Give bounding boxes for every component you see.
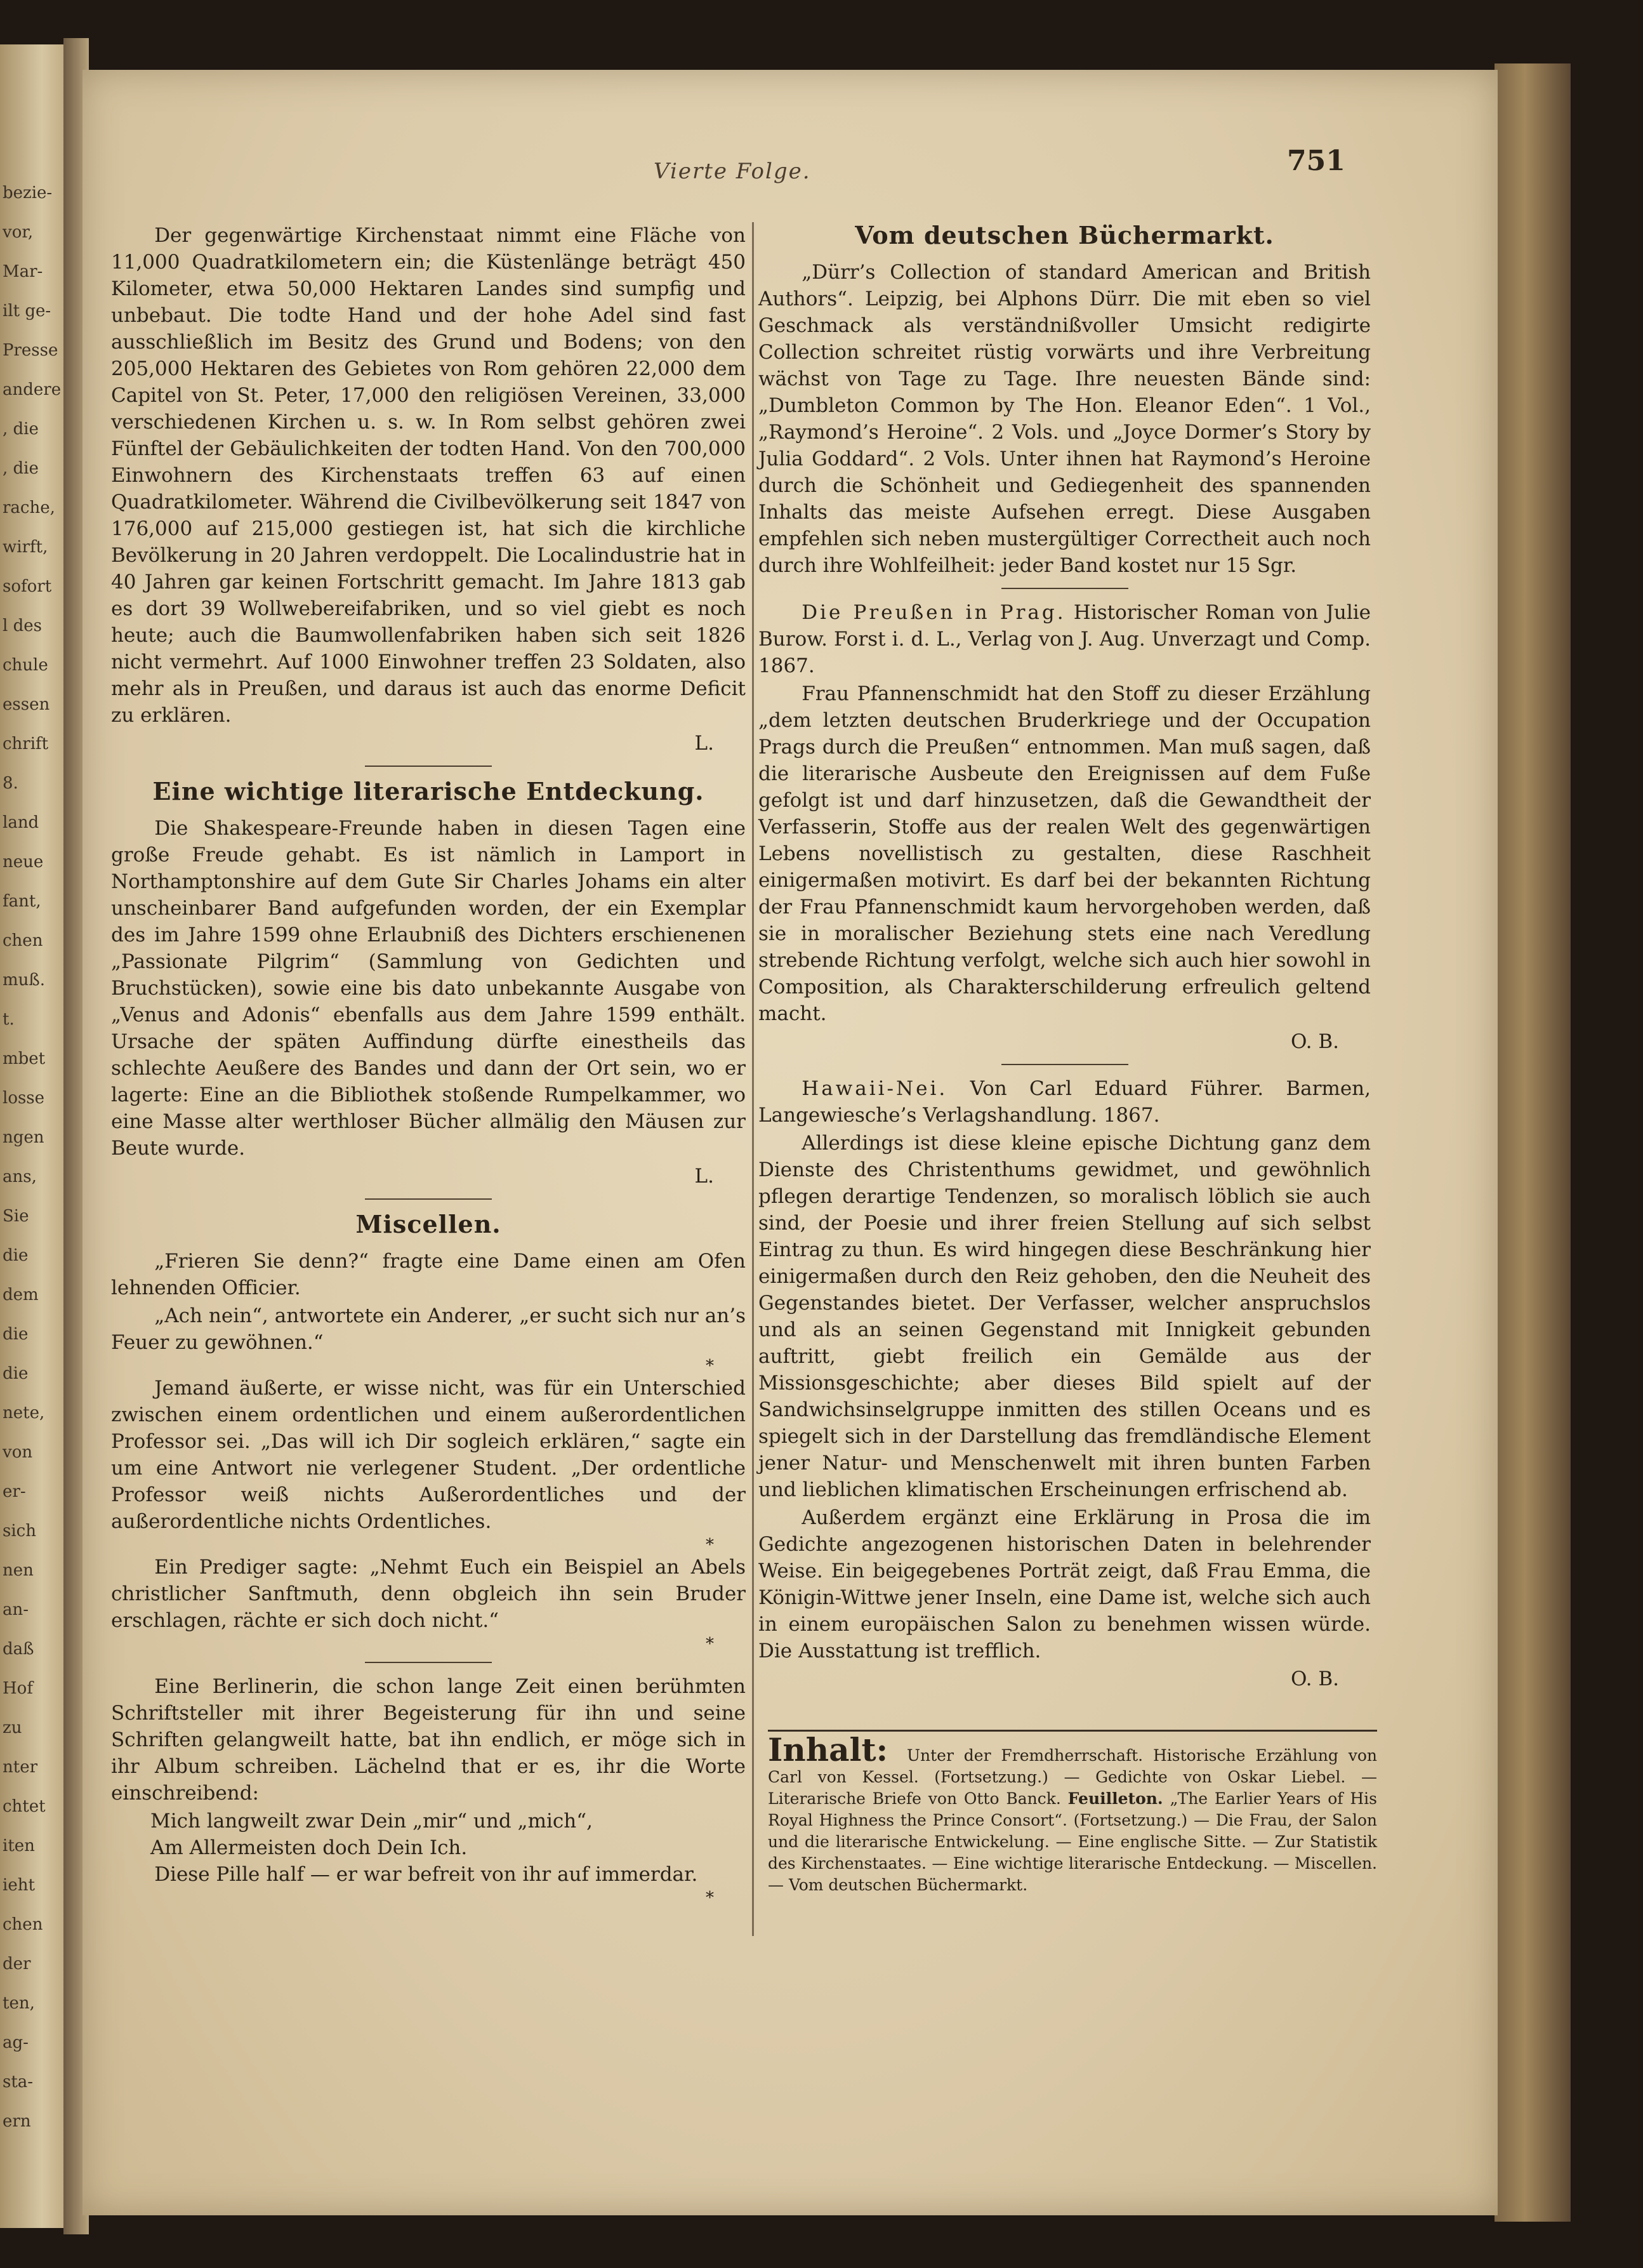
previous-page-fragment: zu (3, 1718, 22, 1737)
review-title: Hawaii-Nei. (802, 1077, 948, 1100)
previous-page-fragment: daß (3, 1640, 34, 1659)
previous-page-fragment: sta- (3, 2072, 34, 2092)
previous-page-fragment: Presse (3, 341, 58, 360)
miscellany-item: „Ach nein“, antwortete ein Anderer, „er sucht sich nur an’s Feuer zu gewöhnen.“ (111, 1304, 746, 1354)
verse-line: Mich langweilt zwar Dein „mir“ und „mich“, (150, 1810, 593, 1833)
miscellany-item: Diese Pille half — er war befreit von ihr auf immerdar. (154, 1863, 698, 1886)
previous-page-fragment: ngen (3, 1128, 44, 1147)
section-heading: Eine wichtige literarische Entdeckung. (152, 777, 704, 806)
section-divider (365, 1198, 492, 1200)
verse-line: Am Allermeisten doch Dein Ich. (150, 1836, 468, 1859)
previous-page-fragment: fant, (3, 892, 41, 911)
review-title-line (758, 599, 1371, 679)
separator-star: * (706, 1535, 714, 1555)
previous-page-fragment: 8. (3, 774, 18, 793)
entdeckung-paragraph: Die Shakespeare-Freunde haben in diesen Tagen eine große Freude gehabt. Es ist nämlich in Lamport in Northamptonshire auf dem Gute Sir Charles Johams ein alter unscheinbarer Band aufgefunden worden, der ein Exemplar des im Jahre 1599 ohne Erlaubniß des Dichters erschienenen „Passionate Pilgrim“ (Sammlung von Gedichten und Bruchstücken), sowie eine bis dato unbekannte Ausgabe von „Venus and Adonis“ ebenfalls aus dem Jahre 1599 enthält. Ursache der späten Auffindung dürfte einestheils das schlechte Aeußere des Bandes und dann der Ort sein, wo er lagerte: Eine an die Bibliothek stoßende Rumpelkammer, wo eine Masse alter werthloser Bücher allmälig den Mäusen zur Beute wurde. (111, 817, 746, 1160)
previous-page-fragment: von (3, 1443, 33, 1462)
previous-page-fragment: chule (3, 656, 48, 675)
previous-page-fragment: ag- (3, 2033, 29, 2052)
miscellany-item: „Frieren Sie denn?“ fragte eine Dame einen am Ofen lehnenden Officier. (111, 1250, 746, 1299)
previous-page-fragment: der (3, 1954, 31, 1973)
previous-page-fragment: ern (3, 2112, 31, 2131)
review-paragraph: „Dürr’s Collection of standard American and British Authors“. Leipzig, bei Alphons Dürr. Die mit eben so viel Geschmack als verständnißvoller Umsicht redigirte Collection schreitet rüstig vorwärts und ihre Verbreitung wächst von Tage zu Tage. Ihre neuesten Bände sind: „Dumbleton Common by The Hon. Eleanor Eden“. 1 Vol., „Raymond’s Heroine“. 2 Vols. und „Joyce Dormer’s Story by Julia Goddard“. 2 Vols. Unter ihnen hat Raymond’s Heroine durch die Schönheit und Gediegenheit des spannenden Inhalts das meiste Aufsehen erregt. Diese Ausgaben empfehlen sich neben mustergültiger Correctheit auch noch durch ihre Wohlfeilheit: jeder Band kostet nur 15 Sgr. (758, 261, 1371, 577)
previous-page-fragment: nete, (3, 1403, 45, 1422)
page-stack-edge (1495, 63, 1571, 2222)
review-info: Von Carl Eduard Führer. Barmen, Langewiesche’s Verlagshandlung. 1867. (758, 1077, 1371, 1127)
previous-page-fragment: Sie (3, 1207, 29, 1226)
previous-page-fragment: die (3, 1364, 29, 1383)
miscellany-item: Eine Berlinerin, die schon lange Zeit einen berühmten Schriftsteller mit ihrer Begeisterung für ihn und seine Schriften gelangweilt hatte, bat ihn endlich, er möge sich in ihr Album schreiben. Lächelnd that er es, ihr die Worte einschreibend: (111, 1675, 746, 1805)
section-divider (1001, 1064, 1128, 1065)
section-divider (365, 1662, 492, 1663)
previous-page-fragment: sich (3, 1522, 36, 1541)
previous-page-fragment: andere (3, 380, 62, 399)
section-heading: Miscellen. (355, 1210, 501, 1238)
signature: O. B. (1291, 1668, 1339, 1690)
previous-page-fragment: mbet (3, 1049, 46, 1068)
review-title-line (758, 1075, 1371, 1129)
previous-page-fragment: er- (3, 1482, 26, 1501)
previous-page-fragment: ieht (3, 1876, 35, 1895)
miscellany-item: Ein Prediger sagte: „Nehmt Euch ein Beispiel an Abels christlicher Sanftmuth, denn obgleich ihn sein Bruder erschlagen, rächte er sich doch nicht.“ (111, 1556, 746, 1632)
previous-page-fragment: losse (3, 1089, 45, 1108)
left-column (111, 222, 746, 1907)
review-info: Historischer Roman von Julie Burow. Forst i. d. L., Verlag von J. Aug. Unverzagt und Comp. 1867. (758, 601, 1371, 677)
previous-page-fragment: ans, (3, 1167, 37, 1186)
signature: L. (694, 1165, 714, 1188)
previous-page-fragment: t. (3, 1010, 15, 1029)
separator-star: * (706, 1356, 714, 1376)
previous-page-fragment: ten, (3, 1994, 35, 2013)
previous-page-fragment: nter (3, 1758, 38, 1777)
previous-page-fragment: chen (3, 931, 43, 950)
previous-page-fragment: chen (3, 1915, 43, 1934)
previous-page-fragment: die (3, 1246, 29, 1265)
signature: L. (694, 732, 714, 755)
previous-page-fragment: die (3, 1325, 29, 1344)
previous-page-fragment: chtet (3, 1797, 46, 1816)
separator-star: * (706, 1888, 714, 1907)
previous-page-fragment: iten (3, 1836, 35, 1855)
feuilleton-label: Feuilleton. (1067, 1789, 1163, 1808)
signature: O. B. (1291, 1030, 1339, 1053)
right-column (758, 222, 1371, 1696)
section-heading: Vom deutschen Büchermarkt. (855, 221, 1274, 249)
review-title: Die Preußen in Prag. (802, 601, 1066, 624)
previous-page-fragment: an- (3, 1600, 29, 1619)
previous-page-edge (0, 44, 70, 2228)
running-head: Vierte Folge. (654, 159, 811, 184)
toc-text: Unter der Fremdherrschaft. Historische Erzählung von Carl von Kessel. (Fortsetzung.) — Gedichte von Oskar Liebel. — Literarische Briefe von Otto Banck. (768, 1746, 1377, 1808)
previous-page-fragment: rache, (3, 498, 55, 517)
previous-page-fragment: , die (3, 459, 39, 478)
previous-page-fragment: l des (3, 616, 42, 635)
kirchenstaat-paragraph: Der gegenwärtige Kirchenstaat nimmt eine Fläche von 11,000 Quadratkilometern ein; die Küstenlänge beträgt 450 Kilometer, etwa 50,000 Hektaren Landes sind sumpfig und unbebaut. Die todte Hand und der hohe Adel sind fast ausschließlich im Besitz des Grund und Bodens; von den 205,000 Hektaren des Gebietes von Rom gehören 22,000 dem Capitel von St. Peter, 17,000 den religiösen Vereinen, 33,000 verschiedenen Kirchen u. s. w. In Rom selbst gehören zwei Fünftel der Gebäulichkeiten der todten Hand. Von den 700,000 Einwohnern des Kirchenstaats treffen 63 auf einen Quadratkilometer. Während die Civilbevölkerung seit 1847 von 176,000 auf 215,000 gestiegen ist, hat sich die kirchliche Bevölkerung in 20 Jahren verdoppelt. Die Localindustrie hat in 40 Jahren gar keinen Fortschritt gemacht. Im Jahre 1813 gab es dort 39 Wollwebereifabriken, und so viel giebt es noch heute; auch die Baumwollenfabriken haben sich seit 1826 nicht vermehrt. Auf 1000 Einwohner treffen 23 Soldaten, also mehr als in Preußen, und daraus ist auch das enorme Deficit zu erklären. (111, 224, 746, 727)
column-rule (752, 222, 754, 1936)
section-divider (1001, 588, 1128, 589)
page-number: 751 (1287, 145, 1345, 177)
section-divider (365, 766, 492, 767)
previous-page-fragment: muß. (3, 971, 46, 990)
review-paragraph: Außerdem ergänzt eine Erklärung in Prosa die im Gedichte angezogenen historischen Daten in belehrender Weise. Ein beigegebenes Porträt zeigt, daß Frau Emma, die Königin-Wittwe jener Inseln, eine Dame ist, welche sich auch in einem europäischen Salon zu benehmen wissen würde. Die Ausstattung ist trefflich. (758, 1506, 1371, 1662)
previous-page-fragment: essen (3, 695, 50, 714)
previous-page-fragment: dem (3, 1285, 39, 1304)
previous-page-fragment: ilt ge- (3, 302, 51, 321)
previous-page-fragment: wirft, (3, 538, 48, 557)
previous-page-fragment: Hof (3, 1679, 33, 1698)
previous-page-fragment: Mar- (3, 262, 43, 281)
toc-text: „The Earlier Years of His Royal Highness the Prince Consort“. (Fortsetzung.) — Die Frau, der Salon und die literarische Entwickelung. — Eine englische Sitte. — Zur Statistik des Kirchenstaates. — Eine wichtige literarische Entdeckung. — Miscellen. — Vom deutschen Büchermarkt. (768, 1789, 1377, 1894)
previous-page-fragment: land (3, 813, 39, 832)
toc-label: Inhalt: (768, 1731, 888, 1768)
previous-page-fragment: , die (3, 420, 39, 439)
previous-page-fragment: chrift (3, 734, 49, 753)
previous-page-fragment: bezie- (3, 183, 53, 202)
previous-page-fragment: sofort (3, 577, 52, 596)
previous-page-fragment: vor, (3, 223, 34, 242)
previous-page-fragment: nen (3, 1561, 34, 1580)
separator-star: * (706, 1635, 714, 1654)
miscellany-item: Jemand äußerte, er wisse nicht, was für ein Unterschied zwischen einem ordentlichen und einem außerordentlichen Professor sei. „Das will ich Dir sogleich erklären,“ sagte ein um eine Antwort nie verlegener Student. „Der ordentliche Professor weiß nichts Außerordentliches und der außerordentliche nichts Ordentliches. (111, 1377, 746, 1533)
table-of-contents (768, 1730, 1377, 1896)
review-paragraph: Frau Pfannenschmidt hat den Stoff zu dieser Erzählung „dem letzten deutschen Bruderkriege und der Occupation Prags durch die Preußen“ entnommen. Man muß sagen, daß die literarische Ausbeute den Ereignissen auf dem Fuße gefolgt ist und darf hinzusetzen, daß die Gewandtheit der Verfasserin, Stoffe aus der realen Welt des gegenwärtigen Lebens novellistisch zu gestalten, diese Raschheit einigermaßen motivirt. Es darf bei der bekannten Richtung der Frau Pfannenschmidt kaum hervorgehoben werden, daß sie in moralischer Beziehung stets eine nach Veredlung strebende Richtung verfolgt, welche sich auch hier sowohl in Composition, als Charakterschilderung erfreulich geltend macht. (758, 682, 1371, 1025)
previous-page-fragment: neue (3, 852, 44, 872)
review-paragraph: Allerdings ist diese kleine epische Dichtung ganz dem Dienste des Christenthums gewidmet, und gewöhnlich pflegen derartige Tendenzen, so moralisch löblich sie auch sind, der Poesie und ihrer freien Stellung auf sich selbst Eintrag zu thun. Es wird hingegen diese Beschränkung hier einigermaßen durch den Reiz gehoben, den die Neuheit des Gegenstandes bietet. Der Verfasser, welcher anspruchslos und als an seinen Gegenstand mit Innigkeit gebunden auftritt, giebt freilich ein Gemälde aus der Missionsgeschichte; aber dieses Bild spielt auf der Sandwichsinselgruppe inmitten des stillen Oceans und es spiegelt sich in der Darstellung das fremdländische Element jener Natur- und Menschenwelt mit ihren bunten Farben und lieblichen klimatischen Erscheinungen erfrischend ab. (758, 1132, 1371, 1501)
